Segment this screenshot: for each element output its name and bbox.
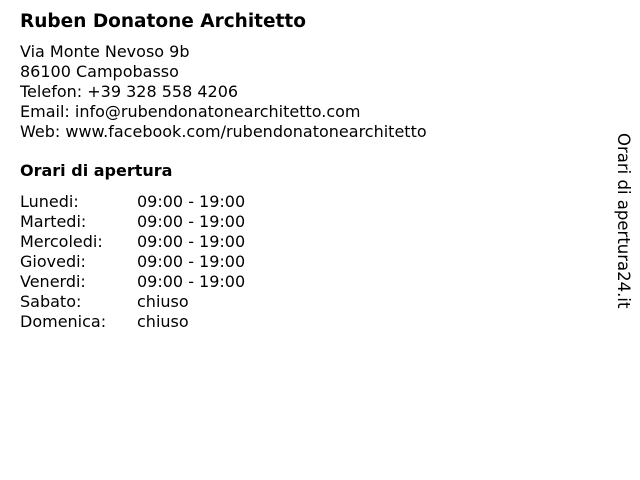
day-label: Domenica: — [20, 312, 107, 331]
email: Email: info@rubendonatonearchitetto.com — [20, 102, 361, 121]
day-label: Venerdi: — [20, 272, 86, 291]
business-card — [20, 10, 590, 332]
time-value: 09:00 - 19:00 — [137, 192, 246, 211]
day-label: Mercoledi: — [20, 232, 103, 251]
hours-row-monday — [20, 192, 590, 212]
hours-table — [20, 192, 590, 332]
address-block — [20, 42, 590, 142]
site-brand — [612, 133, 634, 313]
hours-heading: Orari di apertura — [20, 161, 173, 180]
time-value: chiuso — [137, 312, 189, 331]
website: Web: www.facebook.com/rubendonatonearchitetto — [20, 122, 427, 141]
hours-row-tuesday — [20, 212, 590, 232]
hours-row-wednesday — [20, 232, 590, 252]
hours-row-saturday — [20, 292, 590, 312]
street-address: Via Monte Nevoso 9b — [20, 42, 190, 61]
time-value: 09:00 - 19:00 — [137, 252, 246, 271]
day-label: Martedi: — [20, 212, 87, 231]
phone: Telefon: +39 328 558 4206 — [20, 82, 239, 101]
business-name: Ruben Donatone Architetto — [20, 11, 306, 32]
time-value: 09:00 - 19:00 — [137, 232, 246, 251]
time-value: 09:00 - 19:00 — [137, 212, 246, 231]
postal-city: 86100 Campobasso — [20, 62, 179, 81]
hours-row-friday — [20, 272, 590, 292]
time-value: chiuso — [137, 292, 189, 311]
day-label: Sabato: — [20, 292, 82, 311]
site-brand-text: Orari di apertura24.it — [614, 133, 633, 309]
day-label: Giovedi: — [20, 252, 86, 271]
hours-row-thursday — [20, 252, 590, 272]
time-value: 09:00 - 19:00 — [137, 272, 246, 291]
hours-row-sunday — [20, 312, 590, 332]
day-label: Lunedi: — [20, 192, 79, 211]
